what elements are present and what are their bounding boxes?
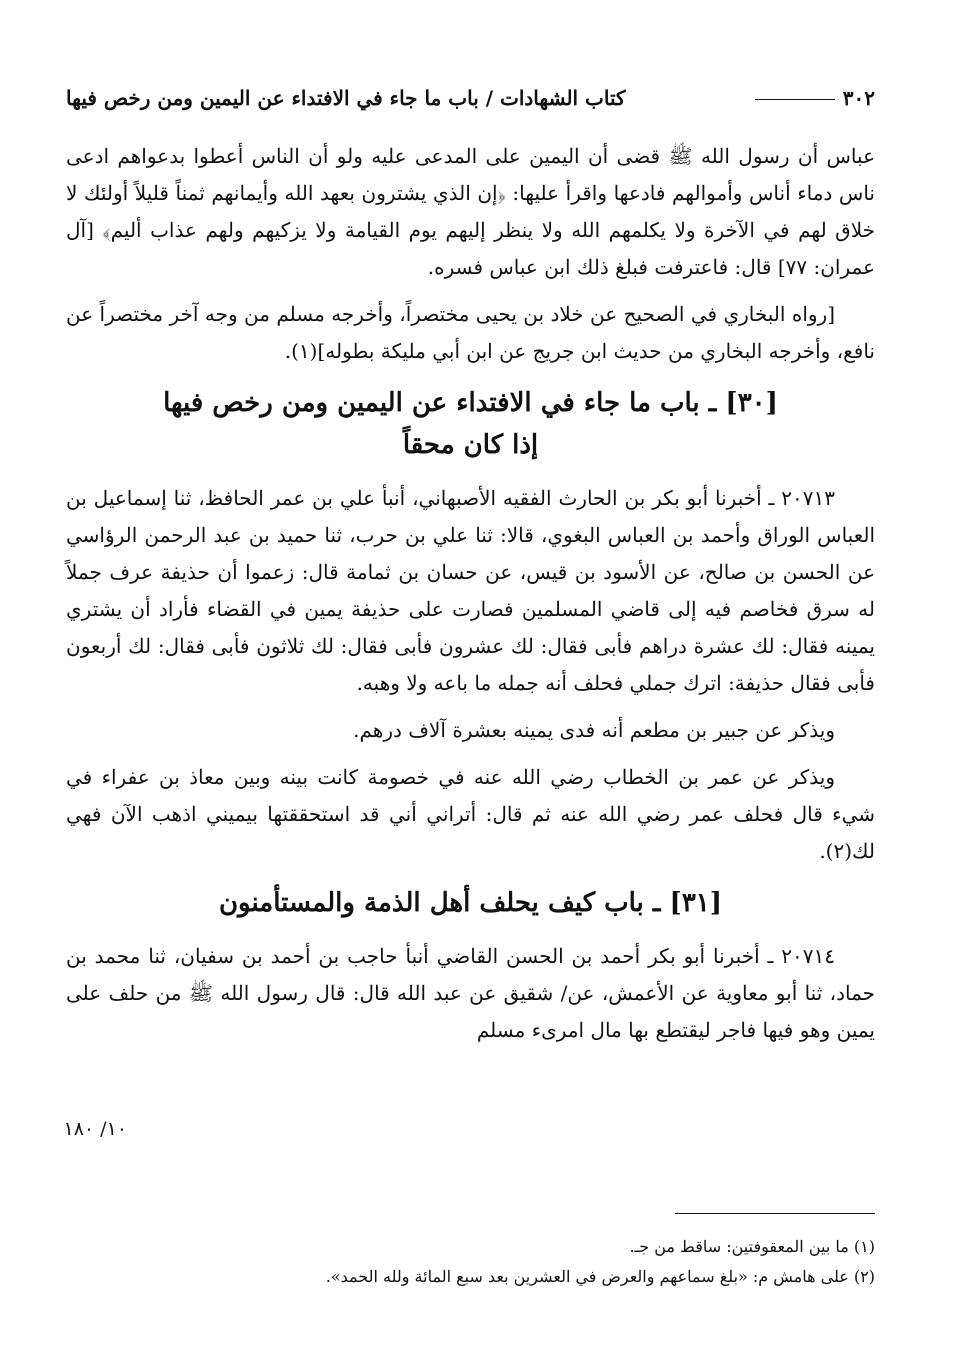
paragraph-riwaya-note: [رواه البخاري في الصحيح عن خلاد بن يحيى مختصراً، وأخرجه مسلم من وجه آخر مختصراً عن نافع، وأخرجه البخاري من حديث ابن جريج عن ابن أبي مليكة بطوله](١). xyxy=(66,302,875,363)
margin-volume-page-note: ١٠/ ١٨٠ xyxy=(63,1118,127,1140)
footnote-separator xyxy=(675,1213,875,1214)
running-header xyxy=(66,86,875,110)
footnotes xyxy=(66,1232,875,1292)
section-30-title-line2: إذا كان محقاً xyxy=(402,430,539,460)
paragraph-hadith-20714: ٢٠٧١٤ ـ أخبرنا أبو بكر أحمد بن الحسن القاضي أنبأ حاجب بن أحمد بن سفيان، ثنا محمد بن حماد، ثنا أبو معاوية عن الأعمش، عن/ شقيق عن عبد الله قال: قال رسول الله ﷺ من حلف على يمين وهو فيها فاجر ليقتطع بها مال امرىء مسلم xyxy=(66,944,875,1042)
page-body xyxy=(66,138,875,1059)
section-31-heading xyxy=(66,882,875,924)
paragraph-hadith-continuation: عباس أن رسول الله ﷺ قضى أن اليمين على المدعى عليه ولو أن الناس أعطوا بدعواهم ادعى ناس دماء أناس وأموالهم فادعها واقرأ عليها: ﴿إن الذي يشترون بعهد الله وأيمانهم ثمناً قليلاً أولئك لا خلاق لهم في الآخرة ولا يكلمهم الله ولا ينظر إليهم يوم القيامة ولا يزكيهم ولهم عذاب أليم﴾ [آل عمران: ٧٧] قال: فاعترفت فبلغ ذلك ابن عباس فسره. xyxy=(66,144,875,279)
footnote-1: (١) ما بين المعقوفتين: ساقط من جـ. xyxy=(629,1237,875,1256)
section-30-title-line1: [٣٠] ـ باب ما جاء في الافتداء عن اليمين ومن رخص فيها xyxy=(163,388,778,418)
footnote-2: (٢) على هامش م: «بلغ سماعهم والعرض في العشرين بعد سبع المائة ولله الحمد». xyxy=(325,1267,875,1286)
paragraph-hadith-20713: ٢٠٧١٣ ـ أخبرنا أبو بكر بن الحارث الفقيه الأصبهاني، أنبأ علي بن عمر الحافظ، ثنا إسماعيل بن العباس الوراق وأحمد بن العباس البغوي، قالا: ثنا علي بن حرب، ثنا حميد بن عبد الرحمن الرؤاسي عن الحسن بن صالح، عن الأسود بن قيس، عن حسان بن ثمامة قال: زعموا أن حذيفة عرف جملاً له سرق فخاصم فيه إلى قاضي المسلمين فصارت على حذيفة يمين في القضاء فأراد أن يشتري يمينه فقال: لك عشرة دراهم فأبى فقال: لك عشرون فأبى فقال: لك ثلاثون فأبى فقال: لك أربعون فأبى فقال حذيفة: اترك جملي فحلف أنه جمله ما باعه ولا وهبه. xyxy=(66,486,875,695)
header-title: كتاب الشهادات / باب ما جاء في الافتداء عن اليمين ومن رخص فيها xyxy=(66,86,626,110)
section-31-title: [٣١] ـ باب كيف يحلف أهل الذمة والمستأمنون xyxy=(218,888,723,918)
paragraph-jubayr: ويذكر عن جبير بن مطعم أنه فدى يمينه بعشرة آلاف درهم. xyxy=(353,718,835,742)
paragraph-umar: ويذكر عن عمر بن الخطاب رضي الله عنه في خصومة كانت بينه وبين معاذ بن عفراء في شيء قال فحلف عمر رضي الله عنه ثم قال: أتراني أني قد استحققتها بيميني اذهب الآن فهي لك(٢). xyxy=(66,765,875,863)
header-rule xyxy=(755,99,835,100)
page-number: ٣٠٢ xyxy=(842,86,875,110)
section-30-heading xyxy=(66,382,875,466)
